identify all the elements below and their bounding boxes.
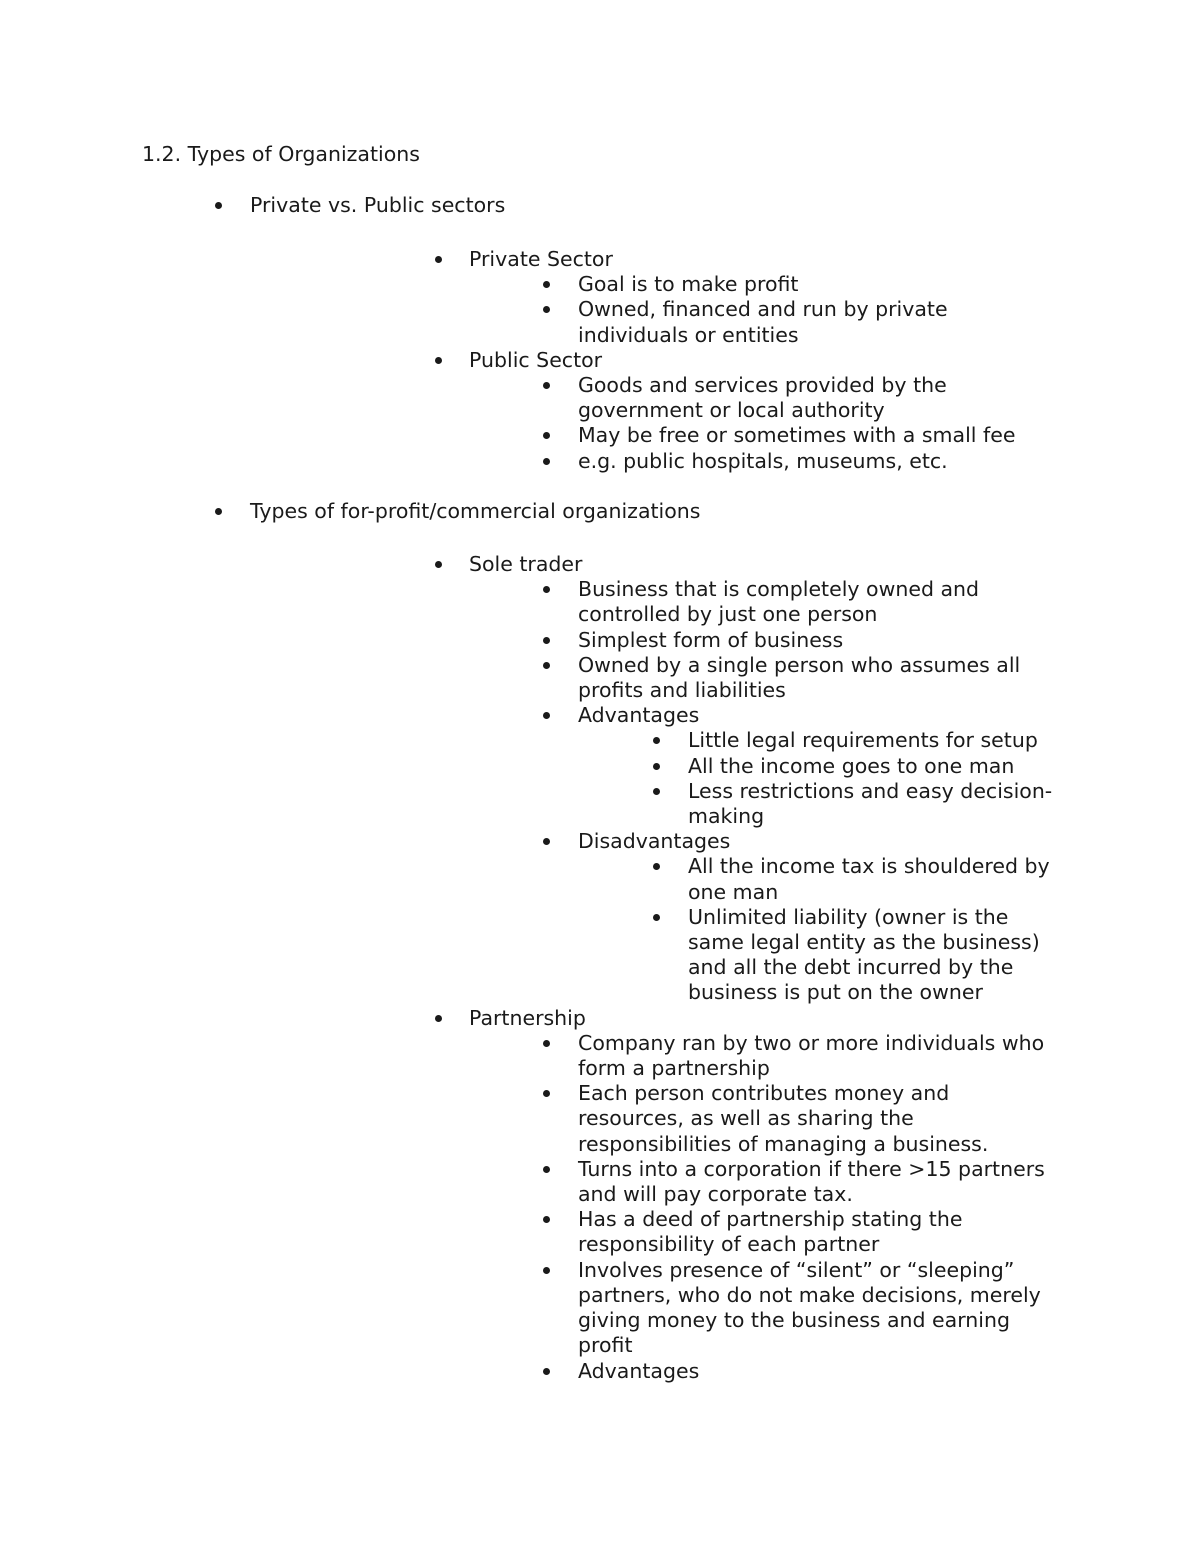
section-commercial-organizations bbox=[0, 499, 1200, 524]
list-item-label: Goal is to make profit bbox=[578, 272, 799, 297]
list-item bbox=[0, 779, 1063, 829]
list-item-label: Advantages bbox=[578, 1358, 700, 1383]
list-item-label: Turns into a corporation if there >15 partners and will pay corporate tax. bbox=[578, 1156, 1045, 1207]
list-item bbox=[0, 854, 1063, 904]
list-item-label: Simplest form of business bbox=[578, 627, 844, 652]
bullet-icon bbox=[543, 306, 550, 313]
list-item bbox=[0, 703, 1058, 829]
list-item bbox=[0, 1006, 1200, 1384]
list-item-label: All the income tax is shouldered by one man bbox=[688, 854, 1050, 904]
bullet-icon bbox=[543, 1090, 550, 1097]
bullet-icon bbox=[543, 458, 550, 465]
bullet-icon bbox=[543, 1166, 550, 1173]
list-item-label: Advantages bbox=[578, 703, 700, 728]
list-item-label: Owned by a single person who assumes all profits and liabilities bbox=[578, 652, 1021, 703]
list-item bbox=[0, 754, 1063, 779]
bullet-icon bbox=[543, 1216, 550, 1223]
list-item bbox=[0, 499, 1200, 524]
list-item bbox=[0, 348, 1200, 474]
bullet-icon bbox=[653, 788, 660, 795]
list-item bbox=[0, 1081, 1058, 1157]
bullet-icon bbox=[543, 712, 550, 719]
list-item bbox=[0, 728, 1063, 753]
list-item bbox=[0, 272, 1058, 297]
bullet-icon bbox=[543, 1267, 550, 1274]
list-item bbox=[0, 829, 1058, 1005]
bullet-icon bbox=[435, 357, 442, 364]
bullet-icon bbox=[543, 1040, 550, 1047]
list-item bbox=[0, 1031, 1058, 1081]
bullet-icon bbox=[543, 838, 550, 845]
bullet-icon bbox=[543, 662, 550, 669]
list-item bbox=[0, 1258, 1058, 1359]
list-item-label: e.g. public hospitals, museums, etc. bbox=[578, 448, 948, 473]
list-item-label: All the income goes to one man bbox=[688, 753, 1015, 778]
list-item-label: Goods and services provided by the government or local authority bbox=[578, 373, 947, 423]
bullet-icon bbox=[215, 508, 222, 515]
bullet-icon bbox=[543, 637, 550, 644]
bullet-icon bbox=[215, 202, 222, 209]
list-item bbox=[0, 552, 1200, 1006]
list-item-label: Owned, financed and run by private individuals or entities bbox=[578, 297, 948, 347]
list-item-label: Business that is completely owned and controlled by just one person bbox=[578, 577, 980, 627]
list-item-label: Private vs. Public sectors bbox=[250, 193, 506, 217]
list-item-label: Partnership bbox=[469, 1005, 586, 1030]
list-item-label: Public Sector bbox=[469, 347, 603, 372]
section-commercial-details bbox=[0, 552, 1200, 1384]
list-item-label: Has a deed of partnership stating the responsibility of each partner bbox=[578, 1207, 963, 1257]
list-item-label: Company ran by two or more individuals who form a partnership bbox=[578, 1030, 1045, 1081]
list-item bbox=[0, 423, 1058, 448]
list-item-label: Disadvantages bbox=[578, 829, 731, 854]
list-item-label: Unlimited liability (owner is the same legal entity as the business) and all the debt incurred by the business is put on the owner bbox=[688, 904, 1040, 1005]
bullet-icon bbox=[543, 586, 550, 593]
bullet-icon bbox=[543, 432, 550, 439]
bullet-icon bbox=[653, 863, 660, 870]
list-item-label: May be free or sometimes with a small fee bbox=[578, 423, 1016, 448]
section-private-public-details bbox=[0, 247, 1200, 474]
bullet-icon bbox=[543, 281, 550, 288]
list-item bbox=[0, 247, 1200, 348]
list-item-label: Less restrictions and easy decision-making bbox=[688, 778, 1053, 829]
list-item bbox=[0, 653, 1058, 703]
list-item bbox=[0, 193, 1200, 218]
bullet-icon bbox=[435, 561, 442, 568]
list-item bbox=[0, 905, 1063, 1006]
list-item-label: Little legal requirements for setup bbox=[688, 728, 1038, 753]
bullet-icon bbox=[653, 763, 660, 770]
list-item bbox=[0, 449, 1058, 474]
bullet-icon bbox=[543, 382, 550, 389]
list-item-label: Sole trader bbox=[469, 552, 583, 576]
list-item-label: Types of for-profit/commercial organizations bbox=[250, 499, 701, 523]
list-item bbox=[0, 1157, 1058, 1207]
bullet-icon bbox=[435, 256, 442, 263]
list-item bbox=[0, 577, 1058, 627]
list-item bbox=[0, 1207, 1058, 1257]
list-item bbox=[0, 1359, 1058, 1384]
list-item bbox=[0, 297, 1058, 347]
section-private-public bbox=[0, 193, 1200, 218]
list-item-label: Each person contributes money and resources, as well as sharing the responsibilities of managing a business. bbox=[578, 1081, 989, 1156]
list-item-label: Involves presence of “silent” or “sleeping” partners, who do not make decisions, merely giving money to the business and earning profit bbox=[578, 1257, 1041, 1358]
section-heading: 1.2. Types of Organizations bbox=[142, 142, 420, 166]
bullet-icon bbox=[653, 914, 660, 921]
list-item bbox=[0, 628, 1058, 653]
bullet-icon bbox=[435, 1015, 442, 1022]
list-item bbox=[0, 373, 1058, 423]
bullet-icon bbox=[543, 1368, 550, 1375]
bullet-icon bbox=[653, 737, 660, 744]
list-item-label: Private Sector bbox=[469, 247, 613, 271]
